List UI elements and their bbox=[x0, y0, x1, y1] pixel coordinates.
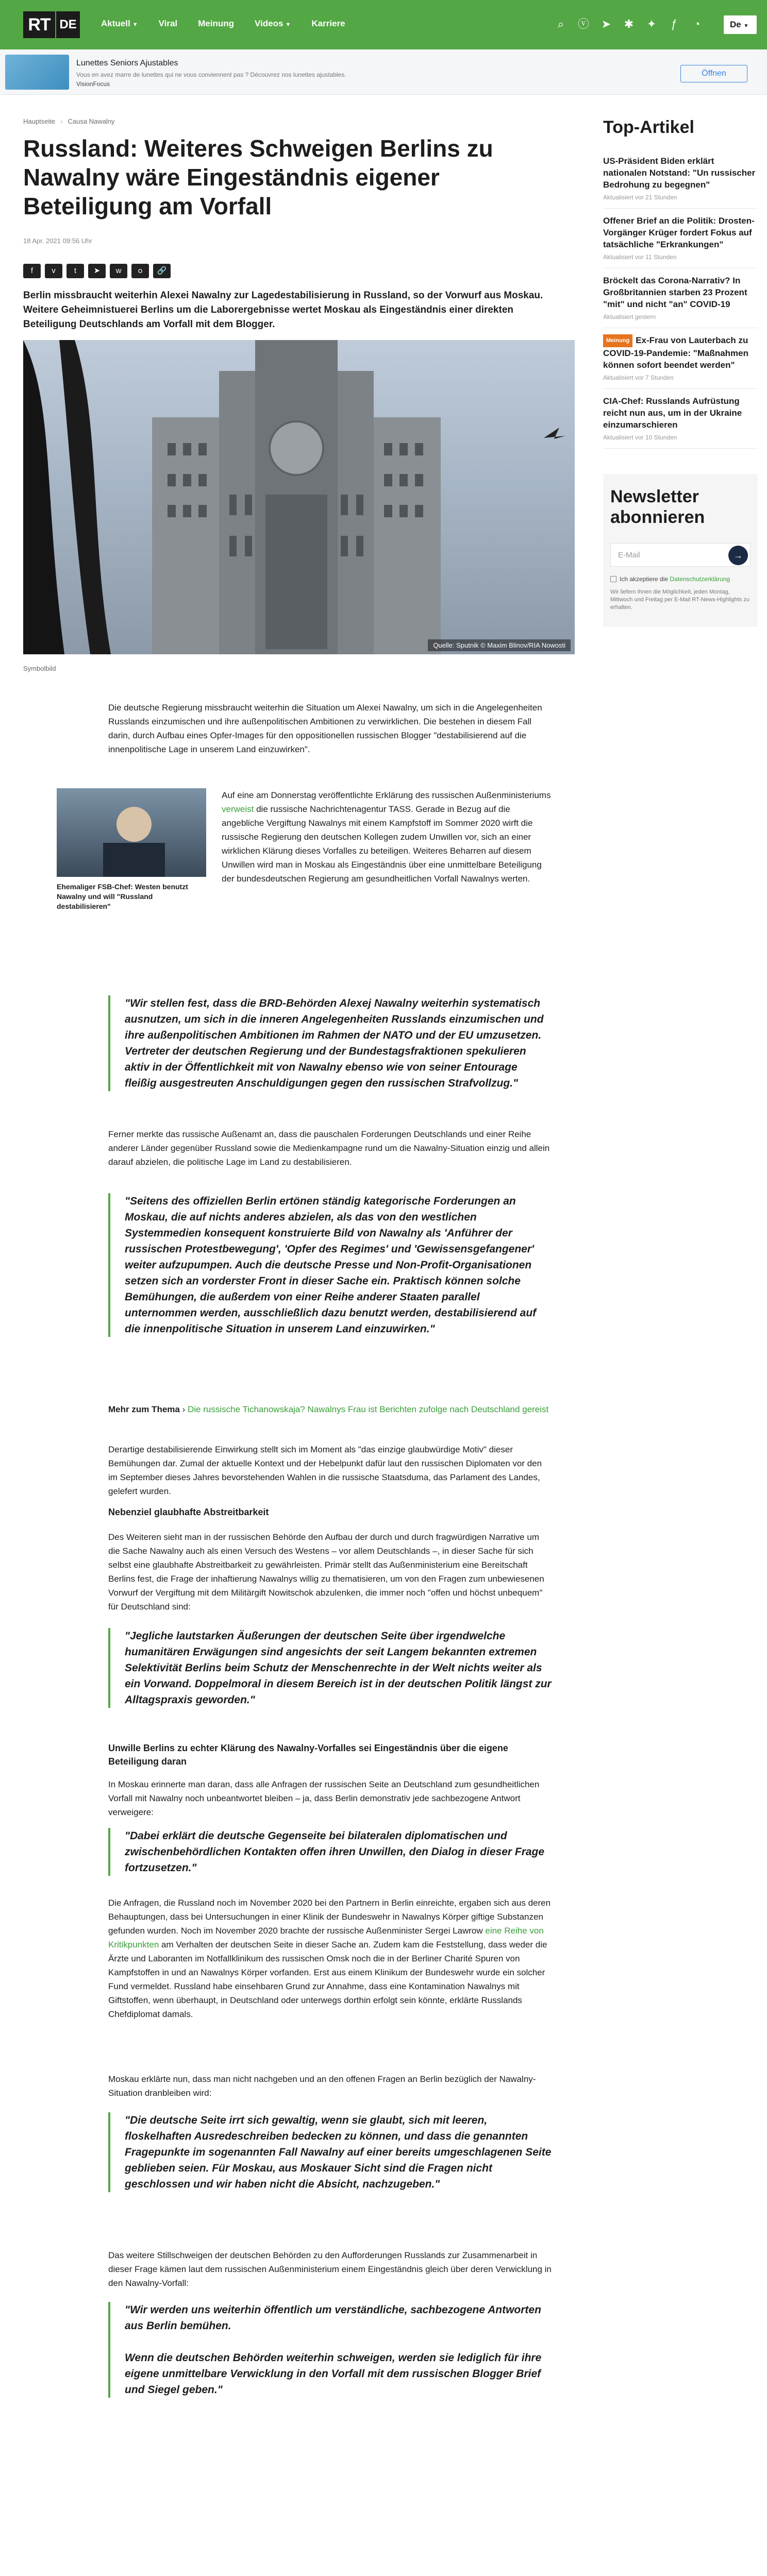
paragraph-7 bbox=[108, 1896, 552, 2021]
paragraph-2-start: Auf eine am Donnerstag veröffentlichte Erklärung des russischen Außenministeriums bbox=[222, 790, 551, 800]
sidebar-title: Top-Artikel bbox=[603, 117, 694, 137]
related-teaser-title: Ehemaliger FSB-Chef: Westen benutzt Nawalny und will "Russland destabilisieren" bbox=[57, 883, 188, 910]
whatsapp-share-icon[interactable]: w bbox=[110, 264, 127, 278]
top-article-time: Aktualisiert vor 21 Stunden bbox=[603, 194, 677, 201]
language-select[interactable] bbox=[724, 15, 757, 34]
ad-description: Vous en avez marre de lunettes qui ne vous conviennent pas ? Découvrez nos lunettes ajustables. bbox=[76, 71, 346, 78]
breadcrumb-separator: › bbox=[60, 117, 63, 125]
more-link[interactable]: Die russische Tichanowskaja? Nawalnys Frau ist Berichten zufolge nach Deutschland gereist bbox=[188, 1404, 549, 1414]
top-article[interactable] bbox=[603, 268, 758, 328]
chevron-down-icon: ▼ bbox=[132, 22, 138, 28]
odnoklassniki-icon[interactable]: ✱ bbox=[624, 18, 634, 30]
article-date: 18 Apr. 2021 09:56 Uhr bbox=[23, 237, 92, 245]
twitter-icon[interactable]: ✦ bbox=[646, 18, 657, 30]
paragraph-2 bbox=[222, 788, 552, 886]
ad-image bbox=[5, 55, 69, 90]
paragraph-2-end: die russische Nachrichtenagentur TASS. Gerade in Bezug auf die angebliche Vergiftung Nawalnys mit einem Kampfstoff im Sommer 2020 wirft die russische Regierung den deutschen Kollegen zudem Unwillen vor, sich an einer wirklichen Klärung dieses Vorfalles zu beteiligen. Weiteres Beharren auf diesem Unwillen wird man in Moskau als Eingeständnis über eine unmittelbare Beteiligung der bundesdeutschen Regierung am gesundheitlichen Vorfall Nawalnys werten. bbox=[222, 804, 542, 884]
quote-1: "Wir stellen fest, dass die BRD-Behörden Alexej Nawalny weiterhin systematisch ausnutzen, um sich in die inneren Angelegenheiten Russlands einzumischen und ihre außenpolitischen Ambitionen im Rahmen der NATO und der EU umzusetzen. Vertreter der deutschen Regierung und der Bundestagsfraktionen spekulieren aktiv in der Öffentlichkeit mit von Nawalny ebenso wie von seiner Entourage fleißig ausgestreuten Anschuldigungen gegen den russischen Strafvollzug." bbox=[108, 995, 552, 1091]
article-title: Russland: Weiteres Schweigen Berlins zu Nawalny wäre Eingeständnis eigener Beteiligung am Vorfall bbox=[23, 135, 493, 219]
telegram-icon[interactable]: ➤ bbox=[601, 18, 611, 30]
quote-6 bbox=[108, 2302, 552, 2398]
top-article-title: Offener Brief an die Politik: Drosten-Vorgänger Krüger fordert Fokus auf tatsächliche "Erkrankungen" bbox=[603, 216, 755, 249]
related-teaser[interactable] bbox=[57, 788, 206, 911]
paragraph-4: Derartige destabilisierende Einwirkung stellt sich im Moment als "das einzige glaubwürdige Motiv" dieser Bemühungen dar. Zumal der aktuelle Kontext und der Hebelpunkt dafür laut den russischen Diplomaten vor den im September dieses Jahres bevorstehenden Wahlen in die russische Staatsduma, das Parlament des Landes, gelefert wurden. bbox=[108, 1445, 542, 1496]
submit-arrow-icon[interactable]: → bbox=[728, 546, 748, 565]
top-article[interactable] bbox=[603, 149, 758, 209]
top-article[interactable] bbox=[603, 209, 758, 268]
quote-3: "Jegliche lautstarken Äußerungen der deutschen Seite über irgendwelche humanitären Erwägungen sind angesichts der seit Langem bekannten extremen Selektivität Berlins beim Schutz der Menschenrechte in der Welt nichts weiter als ein Vorwand. Doppelmoral in diesem Bereich ist in der deutschen Politik längst zur Alltagspraxis geworden." bbox=[108, 1628, 552, 1708]
sidebar bbox=[603, 117, 758, 449]
breadcrumb bbox=[23, 117, 115, 125]
article-lead: Berlin missbraucht weiterhin Alexei Nawalny zur Lagedestabilisierung in Russland, so der Vorwurf aus Moskau. Weitere Geheimnistuerei Berlins um die Laborergebnisse wertet Moskau als Eingeständnis einer direkten Beteiligung Deutschlands am Vorfall mit dem Blogger. bbox=[23, 290, 543, 330]
paragraph-8: Moskau erklärte nun, dass man nicht nachgeben und an den offenen Fragen an Berlin bezüglich der Nawalny-Situation dranbleiben wird: bbox=[108, 2074, 536, 2098]
breadcrumb-home[interactable]: Hauptseite bbox=[23, 117, 56, 125]
opinion-badge: Meinung bbox=[603, 334, 632, 347]
header-icons bbox=[555, 16, 703, 32]
newsletter-note: Wir liefern Ihnen die Möglichkeit, jeden Montag, Mittwoch und Freitag per E-Mail RT-News-Highlights zu erhalten. bbox=[610, 589, 749, 611]
image-note: Symbolbild bbox=[23, 665, 56, 672]
top-article[interactable] bbox=[603, 328, 758, 389]
more-on-topic bbox=[108, 1402, 552, 1416]
main-nav bbox=[101, 19, 345, 29]
top-article-title: Bröckelt das Corona-Narrativ? In Großbritannien starben 23 Prozent "mit" und nicht "an" COVID-19 bbox=[603, 276, 747, 309]
ad-open-button[interactable]: Öffnen bbox=[680, 65, 747, 82]
quote-2: "Seitens des offiziellen Berlin ertönen ständig kategorische Forderungen an Moskau, die auf nichts anderes abzielen, als das von den westlichen Systemmedien konsequent konstruierte Bild von Nawalny als 'Anführer der russischen Protestbewegung', 'Opfer des Regimes' und 'Gewissensgefangener' weiter aufzupumpen. Auch die deutsche Presse und Non-Profit-Organisationen setzen sich an vorderster Front in dieser Sache ein. Praktisch können solche Bemühungen, die außerdem von einer Reihe anderer Staaten parallel unternommen werden, ausschließlich dazu benutzt werden, destabilisierend auf die innenpolitische Situation in unserem Land einzuwirken." bbox=[108, 1193, 552, 1337]
top-bar bbox=[0, 0, 767, 49]
logo-main: RT bbox=[23, 11, 55, 38]
email-placeholder: E-Mail bbox=[618, 551, 640, 560]
ad-title: Lunettes Seniors Ajustables bbox=[76, 59, 178, 67]
nav-aktuell-label: Aktuell bbox=[101, 19, 130, 28]
link-share-icon[interactable]: 🔗 bbox=[153, 264, 171, 278]
top-article[interactable] bbox=[603, 389, 758, 449]
paragraph-9: Das weitere Stillschweigen der deutschen Behörden zu den Aufforderungen Russlands zur Zusammenarbeit in dieser Frage kämen laut dem russischen Außenministerium einem Eingeständnis gleich über deren Verwicklung in den Nawalny-Vorfall: bbox=[108, 2250, 552, 2288]
top-article-time: Aktualisiert gestern bbox=[603, 313, 656, 320]
top-article-time: Aktualisiert vor 11 Stunden bbox=[603, 253, 677, 261]
subheading-2: Unwille Berlins zu echter Klärung des Nawalny-Vorfalles sei Eingeständnis über die eigene Beteiligung daran bbox=[108, 1743, 508, 1767]
quote-6-part-1: "Wir werden uns weiterhin öffentlich um verständliche, sachbezogene Antworten aus Berlin bemühen. bbox=[125, 2304, 541, 2332]
nav-viral[interactable]: Viral bbox=[158, 19, 178, 28]
privacy-link[interactable]: Datenschutzerklärung bbox=[670, 575, 730, 583]
top-article-title-text: Ex-Frau von Lauterbach zu COVID-19-Pandemie: "Maßnahmen können sofort beendet werden" bbox=[603, 335, 749, 370]
search-icon[interactable]: ⌕ bbox=[557, 18, 564, 30]
nav-videos[interactable] bbox=[255, 19, 291, 29]
rss-icon[interactable]: ◔ bbox=[693, 18, 701, 30]
quote-5: "Die deutsche Seite irrt sich gewaltig, wenn sie glaubt, sich mit leeren, floskelhaften Ausredeschreiben bedecken zu können, und dass die genannten Fragepunkte im sogenannten Fall Nawalny auf einer bereits umgeschlagenen Seite geblieben seien. Für Moskau, aus Moskauer Sicht sind die Fragen nicht geschlossen und wir haben nicht die Absicht, nachzugeben." bbox=[108, 2112, 552, 2192]
telegram-share-icon[interactable]: ➤ bbox=[88, 264, 106, 278]
vk-share-icon[interactable]: v bbox=[45, 264, 62, 278]
consent-checkbox[interactable] bbox=[610, 575, 751, 583]
logo-sub: DE bbox=[55, 11, 80, 38]
rt-logo[interactable] bbox=[23, 11, 80, 38]
paragraph-6: In Moskau erinnerte man daran, dass alle Anfragen der russischen Seite an Deutschland zum gesundheitlichen Vorfall mit Nawalny noch unbeantwortet bleiben – ja, dass Berlin demonstrativ jede sachbezogene Antwort verweigere: bbox=[108, 1780, 540, 1817]
source-link[interactable]: verweist bbox=[222, 804, 254, 814]
subheading-1: Nebenziel glaubhafte Abstreitbarkeit bbox=[108, 1507, 269, 1517]
top-article-time: Aktualisiert vor 10 Stunden bbox=[603, 434, 677, 441]
facebook-icon[interactable]: ƒ bbox=[671, 18, 678, 30]
nav-meinung[interactable]: Meinung bbox=[198, 19, 235, 28]
newsletter-box bbox=[603, 474, 758, 627]
checkbox-icon[interactable] bbox=[610, 576, 616, 582]
paragraph-3: Ferner merkte das russische Außenamt an, dass die pauschalen Forderungen Deutschlands und einer Reihe anderer Länder gegenüber Russland sowie die Medienkampagne rund um die Nawalny-Situation einzig und allein darauf abzielen, die politische Lage im Land zu destabilisieren. bbox=[108, 1129, 550, 1167]
vk-icon[interactable]: ⓥ bbox=[577, 18, 589, 30]
top-article-time: Aktualisiert vor 7 Stunden bbox=[603, 374, 674, 381]
top-article-title bbox=[603, 334, 758, 371]
paragraph-1: Die deutsche Regierung missbraucht weiterhin die Situation um Alexei Nawalny, um sich in die Angelegenheiten Russlands einzumischen und ihre außenpolitischen Ambitionen zu verwirklichen. Die bestehen in diesem Fall darin, durch Aufbau eines Opfer-Images für den oppositionellen russischen Blogger "destabilisierend auf die innenpolitische Lage in unserem Land einzuwirken". bbox=[108, 703, 542, 754]
share-buttons bbox=[23, 264, 171, 278]
building-illustration bbox=[23, 340, 575, 654]
lawrow-link[interactable]: eine Reihe von Kritikpunkten bbox=[108, 1926, 544, 1950]
nav-aktuell[interactable] bbox=[101, 19, 138, 29]
chevron-down-icon: ▼ bbox=[285, 22, 291, 28]
chevron-down-icon: ▼ bbox=[743, 23, 749, 29]
hero-image bbox=[23, 340, 575, 654]
nav-karriere[interactable]: Karriere bbox=[311, 19, 345, 28]
hero-caption: Quelle: Sputnik © Maxim Blinov/RIA Nowosti bbox=[428, 639, 571, 651]
paragraph-7-end: am Verhalten der deutschen Seite in dieser Sache an. Zudem kam die Feststellung, dass weder die Ärzte und Laboranten im Notfallklinikum des russischen Omsk noch die in der Berliner Charité Spuren von Kampfstoffen in und an Nawalnys Körper vorfanden. Erst aus einem Klinikum der Bundeswehr wurde ein solcher Fund vermeldet. Russland habe einsehbaren Grund zur Annahme, dass eine Kontamination Nawalnys mit Giftstoffen, wenn überhaupt, in Deutschland oder unterwegs dorthin erfolgt sein könnte, erklärte Russlands Chefdiplomat damals. bbox=[108, 1940, 547, 2019]
quote-4: "Dabei erklärt die deutsche Gegenseite bei bilateralen diplomatischen und zwischenbehördlichen Kontakten offen ihren Unwillen, den Dialog in dieser Frage fortzusetzen." bbox=[108, 1828, 552, 1876]
odnoklassniki-share-icon[interactable]: o bbox=[131, 264, 149, 278]
newsletter-email-input[interactable] bbox=[610, 543, 751, 567]
ad-source: VisionFocus bbox=[76, 80, 110, 88]
newsletter-title: Newsletter abonnieren bbox=[610, 487, 705, 527]
chevron-right-icon: › bbox=[182, 1404, 186, 1414]
facebook-share-icon[interactable]: f bbox=[23, 264, 41, 278]
language-label: De bbox=[730, 20, 741, 29]
quote-6-part-2: Wenn die deutschen Behörden weiterhin schweigen, werden sie lediglich für ihre eigene unmittelbare Verwicklung in den Vorfall mit dem russischen Blogger Brief und Siegel geben." bbox=[125, 2352, 542, 2396]
breadcrumb-topic[interactable]: Causa Nawalny bbox=[68, 117, 115, 125]
related-teaser-image bbox=[57, 788, 206, 877]
consent-text: Ich akzeptiere die bbox=[620, 575, 670, 583]
more-label: Mehr zum Thema bbox=[108, 1404, 180, 1414]
top-article-title: CIA-Chef: Russlands Aufrüstung reicht nun aus, um in der Ukraine einzumarschieren bbox=[603, 396, 742, 430]
nav-videos-label: Videos bbox=[255, 19, 284, 28]
twitter-share-icon[interactable]: t bbox=[66, 264, 84, 278]
paragraph-5: Des Weiteren sieht man in der russischen Behörde den Aufbau der durch und durch fragwürdigen Narrative um die Sache Nawalny auch als einen Versuch des Westens – vor allem Deutschlands –, in dieser Sache für sich selbst eine glaubhafte Abstreitbarkeit zu gewährleisten. Primär stellt das Außenministerium eine Bereitschaft Berlins fest, die Frage der inhaftierung Nawalnys willig zu thematisieren, um von den Fragen zum unbewiesenen Vorwurf der Vergiftung mit dem Militärgift Nowitschok abzulenken, die immer noch "offen und höchst unbequem" für Deutschland sind: bbox=[108, 1532, 544, 1612]
ad-banner[interactable] bbox=[0, 49, 767, 95]
top-article-title: US-Präsident Biden erklärt nationalen Notstand: "Un russischer Bedrohung zu begegnen" bbox=[603, 156, 756, 190]
paragraph-7-start: Die Anfragen, die Russland noch im November 2020 bei den Partnern in Berlin einreichte, ergaben sich aus deren Behauptungen, dass bei Untersuchungen in einer Klinik der Bundeswehr in Nawalnys Körper giftige Substanzen gefunden wurden. Noch im November 2020 brachte der russische Außenminister Sergei Lawrow bbox=[108, 1898, 551, 1936]
